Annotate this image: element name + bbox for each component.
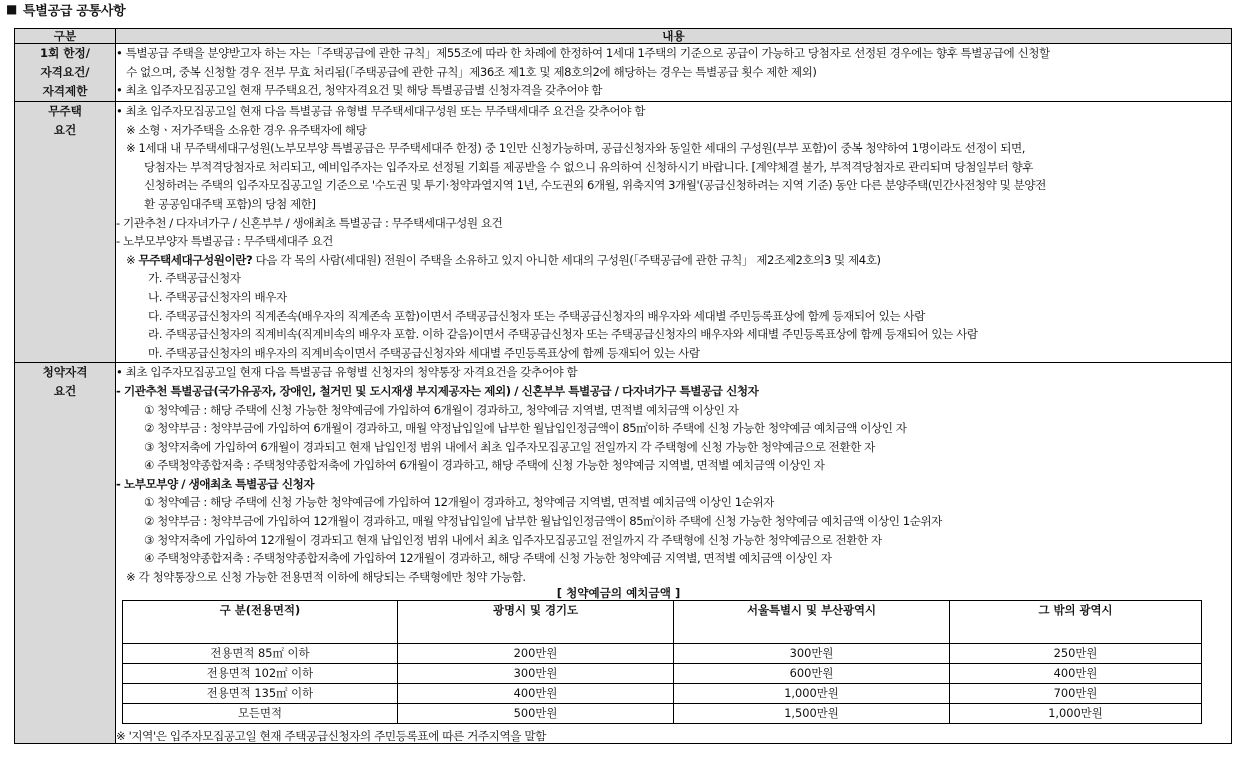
content-line: - 노부모부양 / 생애최초 특별공급 신청자	[116, 476, 315, 491]
category-label: 요건	[53, 123, 77, 137]
content-line: - 기관추천 / 다자녀가구 / 신혼부부 / 생애최초 특별공급 : 무주택세대구성원 요건	[116, 215, 503, 230]
content-line: ※ 소형ㆍ저가주택을 소유한 경우 유주택자에 해당	[126, 122, 367, 137]
row-homeless	[15, 102, 1232, 363]
square-bullet-icon: ■	[6, 2, 18, 16]
content-line: ※ 각 청약통장으로 신청 가능한 전용면적 이하에 해당되는 주택형에만 청약 가능함.	[126, 569, 526, 584]
category-label: 요건	[53, 384, 77, 399]
content-cell-homeless	[116, 102, 1232, 363]
content-line: • 최초 입주자모집공고일 현재 다음 특별공급 유형별 무주택세대구성원 또는 무주택세대주 요건을 갖추어야 함	[116, 104, 645, 118]
header-category: 구분	[15, 29, 116, 44]
deposit-cell: 600만원	[674, 664, 950, 684]
deposit-cell: 300만원	[398, 664, 674, 684]
reference-mark: ※	[126, 252, 139, 267]
deposit-row	[123, 684, 1202, 704]
content-line: • 특별공급 주택을 분양받고자 하는 자는「주택공급에 관한 규칙」제55조에 따라 한 차례에 한정하여 1세대 1주택의 기준으로 공급이 가능하고 당첨자로 선정된 경우에는 향후 특별공급에 신청할	[116, 46, 1050, 60]
content-line: 환 공공임대주택 포함)의 당첨 제한]	[144, 196, 316, 211]
definition-term: 무주택세대구성원이란?	[138, 252, 253, 267]
deposit-cell: 400만원	[398, 684, 674, 704]
content-line: ③ 청약저축에 가입하여 6개월이 경과되고 현재 납입인정 범위 내에서 최초 입주자모집공고일 전일까지 각 주택형에 신청 가능한 청약예금으로 전환한 자	[144, 439, 875, 454]
category-label: 자격요건/	[40, 65, 90, 79]
deposit-cell: 200만원	[398, 644, 674, 664]
content-line: 가. 주택공급신청자	[148, 271, 241, 286]
deposit-row	[123, 644, 1202, 664]
category-label: 자격제한	[42, 84, 88, 98]
deposit-row	[123, 704, 1202, 724]
deposit-cell: 400만원	[950, 664, 1202, 684]
deposit-cell: 전용면적 135㎡ 이하	[123, 684, 398, 704]
row-limit	[15, 44, 1232, 102]
deposit-table	[122, 600, 1202, 724]
deposit-row	[123, 664, 1202, 684]
deposit-header: 그 밖의 광역시	[950, 601, 1202, 644]
content-line: ① 청약예금 : 해당 주택에 신청 가능한 청약예금에 가입하여 12개월이 경과하고, 청약예금 지역별, 면적별 예치금액 이상인 1순위자	[144, 495, 774, 510]
deposit-cell: 1,000만원	[674, 684, 950, 704]
region-footnote: ※ '지역'은 입주자모집공고일 현재 주택공급신청자의 주민등록표에 따른 거주지역을 말함	[116, 729, 546, 744]
deposit-cell: 1,500만원	[674, 704, 950, 724]
deposit-header: 광명시 및 경기도	[398, 601, 674, 644]
deposit-cell: 700만원	[950, 684, 1202, 704]
content-line	[116, 251, 1231, 270]
category-cell-homeless	[15, 102, 116, 363]
content-line: 당첨자는 부적격당첨자로 처리되고, 예비입주자는 입주자로 선정될 기회를 제공받을 수 없으니 유의하여 신청하시기 바랍니다. [계약체결 불가, 부적격당첨자로 관리되며 당첨일부터 향후	[144, 159, 1033, 174]
content-cell-subscription	[116, 363, 1232, 744]
deposit-cell: 1,000만원	[950, 704, 1202, 724]
category-cell-limit	[15, 44, 116, 102]
content-line: • 최초 입주자모집공고일 현재 무주택요건, 청약자격요건 및 해당 특별공급별 신청자격을 갖추어야 함	[116, 83, 602, 98]
deposit-header: 서울특별시 및 부산광역시	[674, 601, 950, 644]
content-line: 신청하려는 주택의 입주자모집공고일 기준으로 '수도권 및 투기·청약과열지역 1년, 수도권외 6개월, 위축지역 3개월'(공급신청하려는 지역 기준) 동안 다른 분양주택(민간사전청약 및 분양전	[144, 178, 1046, 193]
row-subscription	[15, 363, 1232, 744]
content-line: ② 청약부금 : 청약부금에 가입하여 12개월이 경과하고, 매월 약정납입일에 납부한 월납입인정금액이 85㎡이하 주택에 신청 가능한 청약예금 예치금액 이상인 1순위자	[144, 514, 942, 529]
content-line: 라. 주택공급신청자의 직계비속(직계비속의 배우자 포함. 이하 같음)이면서 주택공급신청자 또는 주택공급신청자의 배우자와 세대별 주민등록표상에 함께 등재되어 있는 사람	[148, 327, 978, 342]
category-cell-subscription	[15, 363, 116, 744]
deposit-cell: 전용면적 102㎡ 이하	[123, 664, 398, 684]
content-line: ② 청약부금 : 청약부금에 가입하여 6개월이 경과하고, 매월 약정납입일에 납부한 월납입인정금액이 85㎡이하 주택에 신청 가능한 청약예금 예치금액 이상인 자	[144, 421, 907, 436]
category-label: 1회 한정/	[40, 46, 90, 60]
definition-text: 다음 각 목의 사람(세대원) 전원이 주택을 소유하고 있지 아니한 세대의 구성원(「주택공급에 관한 규칙」 제2조제2호의3 및 제4호)	[255, 252, 881, 267]
content-line: ③ 청약저축에 가입하여 12개월이 경과되고 현재 납입인정 범위 내에서 최초 입주자모집공고일 전일까지 각 주택형에 신청 가능한 청약예금으로 전환한 자	[144, 532, 882, 547]
content-line: ④ 주택청약종합저축 : 주택청약종합저축에 가입하여 12개월이 경과하고, 해당 주택에 신청 가능한 청약예금 지역별, 면적별 예치금액 이상인 자	[144, 551, 832, 566]
content-line: ① 청약예금 : 해당 주택에 신청 가능한 청약예금에 가입하여 6개월이 경과하고, 청약예금 지역별, 면적별 예치금액 이상인 자	[144, 402, 739, 417]
deposit-cell: 모든면적	[123, 704, 398, 724]
category-label: 무주택	[48, 104, 82, 118]
content-line: 수 없으며, 중복 신청할 경우 전부 무효 처리됨(「주택공급에 관한 규칙」제36조 제1호 및 제8호의2에 해당하는 경우는 특별공급 횟수 제한 제외)	[126, 64, 817, 79]
header-content: 내용	[116, 29, 1232, 44]
content-line: 나. 주택공급신청자의 배우자	[148, 289, 287, 304]
section-title-text: 특별공급 공통사항	[23, 3, 126, 19]
deposit-cell: 전용면적 85㎡ 이하	[123, 644, 398, 664]
deposit-table-title: [ 청약예금의 예치금액 ]	[556, 586, 681, 601]
section-title	[6, 0, 125, 18]
deposit-header-row	[123, 601, 1202, 644]
deposit-cell: 300만원	[674, 644, 950, 664]
content-line: 다. 주택공급신청자의 직계존속(배우자의 직계존속 포함)이면서 주택공급신청자 또는 주택공급신청자의 배우자와 세대별 주민등록표상에 함께 등재되어 있는 사람	[148, 308, 925, 323]
content-line: ※ 1세대 내 무주택세대구성원(노부모부양 특별공급은 무주택세대주 한정) 중 1인만 신청가능하며, 공급신청자와 동일한 세대의 구성원(부부 포함)이 중복 청약하여 1명이라도 선정이 되면,	[126, 141, 1026, 156]
content-cell-limit	[116, 44, 1232, 102]
content-line: ④ 주택청약종합저축 : 주택청약종합저축에 가입하여 6개월이 경과하고, 해당 주택에 신청 가능한 청약예금 지역별, 면적별 예치금액 이상인 자	[144, 458, 825, 473]
deposit-cell: 250만원	[950, 644, 1202, 664]
deposit-header: 구 분(전용면적)	[123, 601, 398, 644]
deposit-cell: 500만원	[398, 704, 674, 724]
content-line: - 기관추천 특별공급(국가유공자, 장애인, 철거민 및 도시재생 부지제공자는 제외) / 신혼부부 특별공급 / 다자녀가구 특별공급 신청자	[116, 383, 759, 398]
content-line: 마. 주택공급신청자의 배우자의 직계비속이면서 주택공급신청자와 세대별 주민등록표상에 함께 등재되어 있는 사람	[148, 345, 700, 360]
special-supply-table	[14, 28, 1232, 744]
content-line: - 노부모부양자 특별공급 : 무주택세대주 요건	[116, 234, 333, 249]
content-line: • 최초 입주자모집공고일 현재 다음 특별공급 유형별 신청자의 청약통장 자격요건을 갖추어야 함	[116, 365, 578, 380]
category-label: 청약자격	[42, 365, 88, 380]
